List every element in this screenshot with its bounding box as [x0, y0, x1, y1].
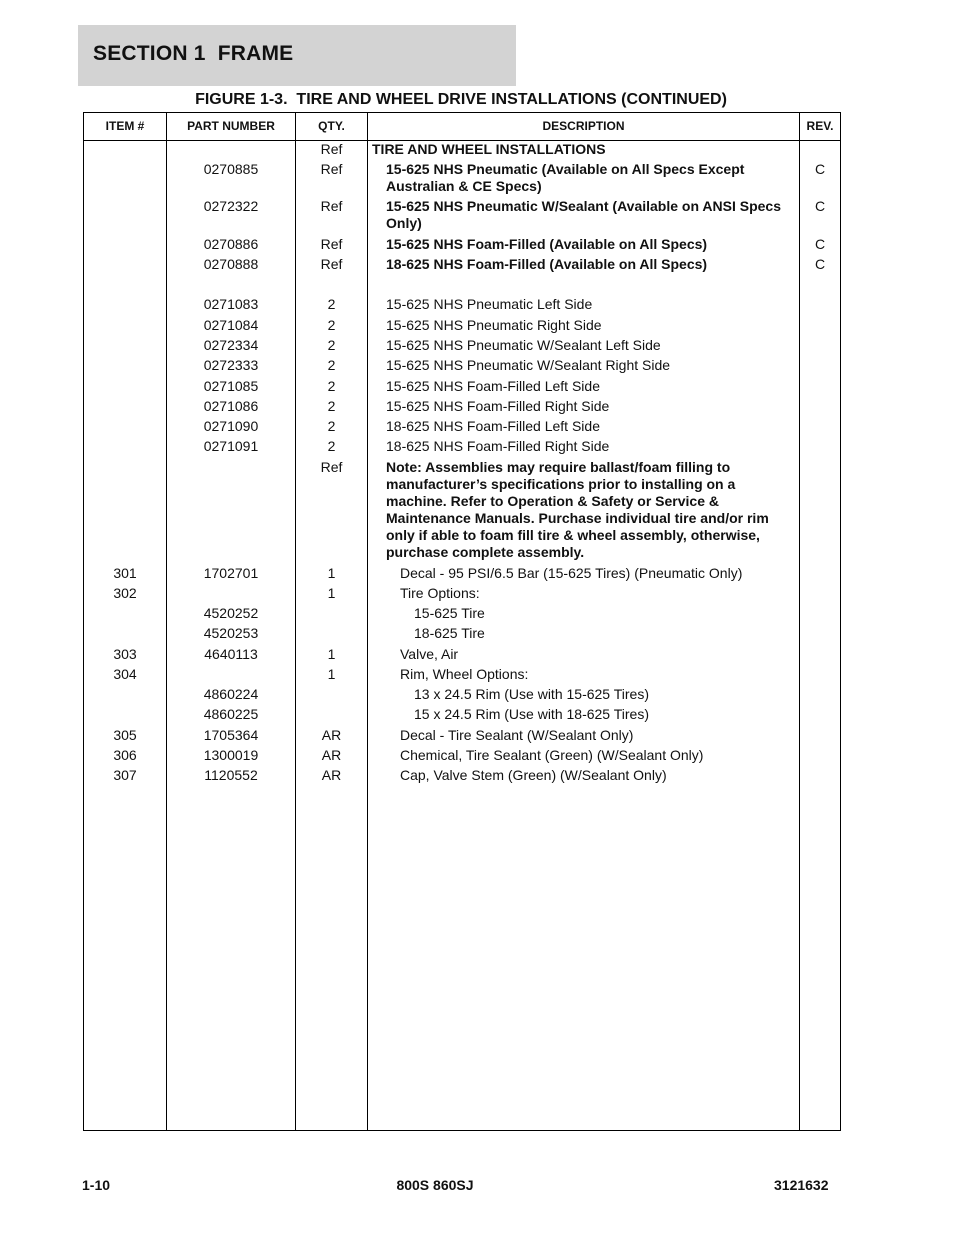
quantity-cell: Ref: [320, 236, 343, 252]
model-label: 800S 860SJ: [396, 1177, 474, 1193]
quantity-cell: Ref: [320, 198, 343, 214]
description-cell: 15-625 NHS Pneumatic (Available on All Specs Except Australian & CE Specs): [386, 161, 745, 194]
description-cell: 15-625 NHS Foam-Filled Right Side: [386, 398, 610, 414]
part-number-cell: 0271090: [203, 418, 259, 434]
page-number: 1-10: [82, 1177, 111, 1193]
part-number-cell: 1705364: [203, 727, 259, 743]
description-cell: Valve, Air: [400, 646, 459, 662]
description-cell: 15-625 NHS Pneumatic W/Sealant Right Side: [386, 357, 671, 373]
document-number: 3121632: [774, 1177, 829, 1193]
description-cell: 18-625 NHS Foam-Filled Left Side: [386, 418, 600, 434]
item-number-cell: 305: [113, 727, 137, 743]
quantity-cell: AR: [321, 727, 342, 743]
description-cell: 15-625 NHS Foam-Filled (Available on All Specs): [386, 236, 708, 252]
part-number-cell: 0271091: [203, 438, 259, 454]
revision-cell: C: [814, 236, 826, 252]
section-title: SECTION 1 FRAME: [93, 42, 294, 65]
quantity-cell: 1: [327, 585, 336, 601]
description-cell: Decal - Tire Sealant (W/Sealant Only): [400, 727, 634, 743]
item-number-cell: 303: [113, 646, 137, 662]
part-number-cell: 4860224: [203, 686, 259, 702]
quantity-cell: 1: [327, 666, 336, 682]
description-cell: TIRE AND WHEEL INSTALLATIONS: [372, 141, 606, 157]
part-number-cell: 0272333: [203, 357, 259, 373]
part-number-cell: 0270888: [203, 256, 259, 272]
quantity-cell: Ref: [320, 161, 343, 177]
quantity-cell: 1: [327, 646, 336, 662]
item-number-cell: 301: [113, 565, 137, 581]
quantity-cell: 2: [327, 438, 336, 454]
part-number-cell: 0272322: [203, 198, 259, 214]
quantity-cell: 2: [327, 378, 336, 394]
quantity-cell: Ref: [320, 256, 343, 272]
description-cell: 15-625 NHS Foam-Filled Left Side: [386, 378, 600, 394]
description-cell: 18-625 NHS Foam-Filled (Available on All Specs): [386, 256, 708, 272]
quantity-cell: 2: [327, 337, 336, 353]
part-number-cell: 1120552: [204, 767, 258, 783]
header-quantity: QTY.: [318, 119, 345, 133]
figure-title: FIGURE 1-3. TIRE AND WHEEL DRIVE INSTALLATIONS (CONTINUED): [195, 91, 727, 108]
description-cell: 18-625 NHS Foam-Filled Right Side: [386, 438, 610, 454]
column-divider: [367, 113, 368, 1130]
revision-cell: C: [814, 161, 826, 177]
description-cell: Decal - 95 PSI/6.5 Bar (15-625 Tires) (Pneumatic Only): [400, 565, 743, 581]
quantity-cell: Ref: [320, 141, 343, 157]
item-number-cell: 304: [113, 666, 137, 682]
header-part-number: PART NUMBER: [187, 119, 275, 133]
part-number-cell: 4520252: [203, 605, 259, 621]
quantity-cell: 2: [327, 317, 336, 333]
description-cell: Tire Options:: [400, 585, 480, 601]
quantity-cell: 2: [327, 296, 336, 312]
part-number-cell: 4520253: [203, 625, 259, 641]
description-cell: 15-625 NHS Pneumatic Left Side: [386, 296, 593, 312]
part-number-cell: 1300019: [203, 747, 259, 763]
quantity-cell: 2: [327, 418, 336, 434]
quantity-cell: AR: [321, 767, 342, 783]
header-description: DESCRIPTION: [542, 119, 625, 133]
part-number-cell: 0271084: [203, 317, 259, 333]
description-cell: Cap, Valve Stem (Green) (W/Sealant Only): [400, 767, 667, 783]
quantity-cell: AR: [321, 747, 342, 763]
item-number-cell: 307: [113, 767, 137, 783]
quantity-cell: 1: [327, 565, 336, 581]
revision-cell: C: [814, 256, 826, 272]
part-number-cell: 0271086: [203, 398, 259, 414]
description-cell: 15-625 NHS Pneumatic W/Sealant (Available on ANSI Specs Only): [386, 198, 781, 231]
part-number-cell: 0272334: [203, 337, 259, 353]
description-cell: 18-625 Tire: [414, 625, 485, 641]
part-number-cell: 0271085: [203, 378, 259, 394]
part-number-cell: 1702701: [203, 565, 259, 581]
quantity-cell: 2: [327, 357, 336, 373]
parts-table: [83, 112, 841, 1131]
revision-cell: C: [814, 198, 826, 214]
part-number-cell: 4640113: [204, 646, 258, 662]
description-cell: 15-625 NHS Pneumatic W/Sealant Left Side: [386, 337, 661, 353]
item-number-cell: 302: [113, 585, 137, 601]
part-number-cell: 0270885: [203, 161, 259, 177]
description-cell: Note: Assemblies may require ballast/foam filling to manufacturer’s specifications prior to installing on a machine. Refer to Operation & Safety or Service & Maintenance Manuals. Purchase individual tire and/or rim only if able to foam fill tire & wheel assembly, otherwise, purchase complete assembly.: [386, 459, 769, 560]
header-item-number: ITEM #: [105, 119, 145, 133]
quantity-cell: 2: [327, 398, 336, 414]
section-banner: [78, 25, 516, 86]
part-number-cell: 4860225: [203, 706, 259, 722]
description-cell: 15 x 24.5 Rim (Use with 18-625 Tires): [414, 706, 649, 722]
item-number-cell: 306: [113, 747, 137, 763]
description-cell: 13 x 24.5 Rim (Use with 15-625 Tires): [414, 686, 649, 702]
description-cell: Chemical, Tire Sealant (Green) (W/Sealant Only): [400, 747, 704, 763]
description-cell: 15-625 Tire: [414, 605, 485, 621]
part-number-cell: 0271083: [203, 296, 259, 312]
header-revision: REV.: [806, 119, 834, 133]
description-cell: 15-625 NHS Pneumatic Right Side: [386, 317, 602, 333]
quantity-cell: Ref: [320, 459, 343, 475]
description-cell: Rim, Wheel Options:: [400, 666, 529, 682]
part-number-cell: 0270886: [203, 236, 259, 252]
